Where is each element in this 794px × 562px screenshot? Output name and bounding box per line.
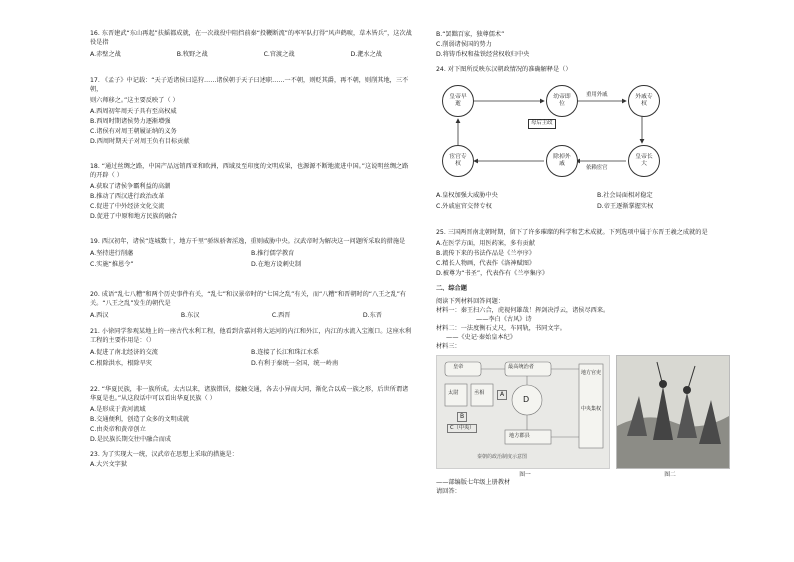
question-24 — [436, 66, 758, 213]
question-23 — [90, 451, 412, 471]
painting-shapes — [617, 356, 729, 468]
option-c[interactable]: C.精长人物画，代表作《洛神赋图》 — [436, 259, 536, 267]
question-stem: 19. 西汉初年，诸侯“连城数十，地方千里”骄纵骄奢淫逸，重则威胁中央。汉武帝时为解决这一问题所采取的措施是 — [90, 237, 406, 245]
option-d[interactable]: D.帝王逐渐掌握实权 — [597, 202, 654, 210]
fig1-label-b: B — [457, 412, 467, 423]
figure-historical-battle-painting — [616, 355, 730, 469]
question-19 — [90, 238, 412, 271]
fig1-caption-inner: 秦朝的政治制度示意图 — [477, 453, 528, 460]
material-2: 材料二：一法度衡石丈尺，车同轨，书同文字。 — [436, 324, 566, 332]
question-17 — [90, 77, 412, 147]
fig1-local-prefecture: 地方郡县 — [509, 432, 530, 439]
option-b[interactable]: B.西周时期诸侯势力逐渐增强 — [90, 117, 171, 125]
question-20 — [90, 291, 412, 322]
option-c[interactable]: C.由炎帝和黄帝创立 — [90, 425, 146, 433]
material-1-source: ——李白《古风》诗 — [476, 315, 532, 323]
question-stem-cont: 则六师移之。”这主要反映了（ ） — [90, 96, 179, 104]
fig1-taiwei: 太尉 — [448, 389, 459, 396]
option-b[interactable]: B.推行儒学教育 — [251, 249, 295, 257]
option-b[interactable]: B.连接了长江和珠江水系 — [251, 348, 320, 356]
option-b[interactable]: B.推动了西汉进行政治改革 — [90, 192, 165, 200]
option-c[interactable]: C.促进了中外经济文化交流 — [90, 202, 165, 210]
option-d[interactable]: D.东晋 — [362, 311, 382, 319]
option-d[interactable]: D.被尊为“书圣”，代表作有《兰亭集序》 — [436, 269, 549, 277]
figure-1-caption: 图一 — [519, 471, 531, 478]
question-stem: 22. “华夏民族，非一族所成。太古以来，诸族错居，接触交通，各去小异而大同，渐化合以成一族之形，后世所谓诸华夏是也。”从这段话中可以看出华夏民族（ ） — [90, 385, 409, 402]
question-stem: 24. 对下图所反映东汉朝政情况的准确解释是（） — [436, 65, 572, 73]
option-d[interactable]: D.淝水之战 — [350, 50, 382, 58]
option-b[interactable]: B.社会局面相对稳定 — [597, 191, 653, 199]
material-3: 材料三： — [436, 342, 461, 350]
fig1-emperor: 皇帝 — [453, 363, 464, 370]
comprehensive-question — [436, 298, 758, 497]
option-a[interactable]: A.是形成于黄河流域 — [90, 405, 146, 413]
option-d[interactable]: D.是民族长期交往中融合而成 — [90, 435, 171, 443]
textbook-source: ——部编版七年级上册教材 — [436, 479, 511, 487]
question-21 — [90, 328, 412, 370]
fig1-label-d: D — [523, 394, 530, 404]
material-2-source: ——《史记·秦始皇本纪》 — [446, 333, 517, 341]
option-c[interactable]: C.削弱诸侯国的势力 — [436, 40, 492, 48]
option-a[interactable]: A.西周初年周天子具有至高权威 — [90, 107, 177, 115]
option-b[interactable]: B.“罢黜百家，独尊儒术” — [436, 31, 505, 38]
fig1-local-officials: 地方官吏 — [581, 369, 602, 376]
question-16 — [90, 30, 412, 61]
section-heading: 二、综合题 — [436, 284, 467, 292]
option-c[interactable]: C.西晋 — [271, 311, 291, 319]
question-25 — [436, 229, 758, 279]
fig1-supreme-ruler: 最高统治者 — [508, 363, 534, 370]
option-a[interactable]: A.获取了诸侯争霸利益的高潮 — [90, 182, 171, 190]
question-stem: 17. 《孟子》中记载：“天子适诸侯曰巡狩……诸侯朝于天子曰述职……一不朝，则贬其爵，再不朝，则削其地，三不朝， — [90, 76, 409, 93]
option-d[interactable]: D.在地方设刺史制 — [251, 260, 302, 268]
node-eunuch-power: 宦官专权 — [442, 145, 474, 177]
option-b[interactable]: B.交通便利，创造了众多的文明成就 — [90, 415, 190, 423]
fig1-label-a: A — [497, 390, 507, 401]
node-emperor-early-death: 皇帝早逝 — [442, 85, 474, 117]
fig1-centralization: 中央集权 — [581, 405, 602, 412]
figure-qin-political-system — [436, 355, 610, 469]
option-d[interactable]: D.有利于秦统一全国，统一岭南 — [251, 359, 339, 367]
question-stem: 25. 三国两晋南北朝时期，留下了许多璀璨的科学和艺术成就。下列选项中属于东晋王羲之成就的是 — [436, 228, 708, 236]
node-consort-power: 外戚专权 — [628, 85, 660, 117]
option-c[interactable]: C.根除洪水，根除旱灾 — [90, 359, 152, 367]
question-stem: 23. 为了实现大一统，汉武帝在思想上采取的措施是： — [90, 450, 238, 458]
cycle-diagram — [436, 79, 758, 189]
option-d[interactable]: D.西周时期天子对周王负有目标贡献 — [90, 137, 190, 145]
node-emperor-grown: 皇帝长大 — [628, 145, 660, 177]
material-1: 材料一：秦王扫六合，虎视何雄哉！挥剑决浮云，诸侯尽西来。 — [436, 306, 610, 314]
option-a[interactable]: A.西汉 — [90, 311, 109, 319]
question-stem: 18. “通过丝绸之路，中国产品远销西亚和欧洲，西域及至印度的文明成果，也源源不断地流进中国。”这说明丝绸之路的开辟（ ） — [90, 162, 409, 179]
question-22 — [90, 386, 412, 445]
option-c[interactable]: C.外戚宦官交替专权 — [436, 202, 492, 210]
option-d[interactable]: D.将铸币权和盐铁经营权收归中央 — [436, 50, 530, 58]
answer-prompt: 请回答： — [436, 488, 461, 496]
option-a[interactable]: A.在医学方面，用医药案，多有贡献 — [436, 239, 535, 247]
option-a[interactable]: A.促进了南北经济的交流 — [90, 348, 158, 356]
node-remove-consort: 除掉外戚 — [546, 145, 578, 177]
question-stem: 21. 小徐同学参观某地上的一座古代水利工程，他看到含嘉河将大运河的内江和外江，内江的水流入宝瓶口。这座水利工程的主要作用是：（） — [90, 327, 412, 344]
option-a[interactable]: A.赤壁之战 — [90, 50, 121, 58]
option-a[interactable]: A.坚持进行削藩 — [90, 249, 134, 257]
label-rely-consort: 重用外戚 — [586, 91, 608, 98]
option-c[interactable]: C.官渡之战 — [263, 50, 295, 58]
question-23-continued — [436, 31, 758, 60]
option-b[interactable]: B.东汉 — [180, 311, 200, 319]
question-18 — [90, 163, 412, 222]
node-young-emperor: 幼帝即位 — [546, 85, 578, 117]
material-intro: 阅读下列材料回答问题： — [436, 297, 505, 305]
option-c[interactable]: C.诸侯有对周王朝履证纳的义务 — [90, 127, 177, 135]
option-a[interactable]: A.皇权加强大威胁中央 — [436, 191, 498, 199]
right-column — [436, 30, 758, 503]
left-column — [90, 30, 412, 476]
option-a[interactable]: A.大兴文字狱 — [90, 461, 128, 469]
option-b[interactable]: B.流传下来的书法作品是《兰亭序》 — [436, 249, 536, 257]
option-d[interactable]: D.促进了中原和地方民族的融合 — [90, 212, 178, 220]
label-regent-mother: 母后主政 — [528, 119, 556, 129]
question-stem: 16. 东晋建武“东山再起”扶摇都成就，在一次战役中阻挡前秦“投鞭断流”的率军队打得“风声鹤唳，草木皆兵”，这次战役是指 — [90, 30, 412, 46]
question-stem: 20. 成语“乱七八糟”和两个历史事件有关，“乱七”和汉景帝时的“七国之乱”有关，而“八糟”和晋朝时的“八王之乱”有关。“八王之乱”发生的朝代是 — [90, 290, 407, 307]
fig1-label-c: C（中央） — [447, 424, 477, 434]
option-c[interactable]: C.实施“推恩令” — [90, 260, 134, 268]
label-rely-eunuch: 依赖宦官 — [586, 164, 608, 171]
option-b[interactable]: B.牧野之战 — [176, 50, 208, 58]
figure-2-caption: 图二 — [664, 471, 676, 478]
fig1-chancellor: 丞相 — [474, 389, 485, 396]
